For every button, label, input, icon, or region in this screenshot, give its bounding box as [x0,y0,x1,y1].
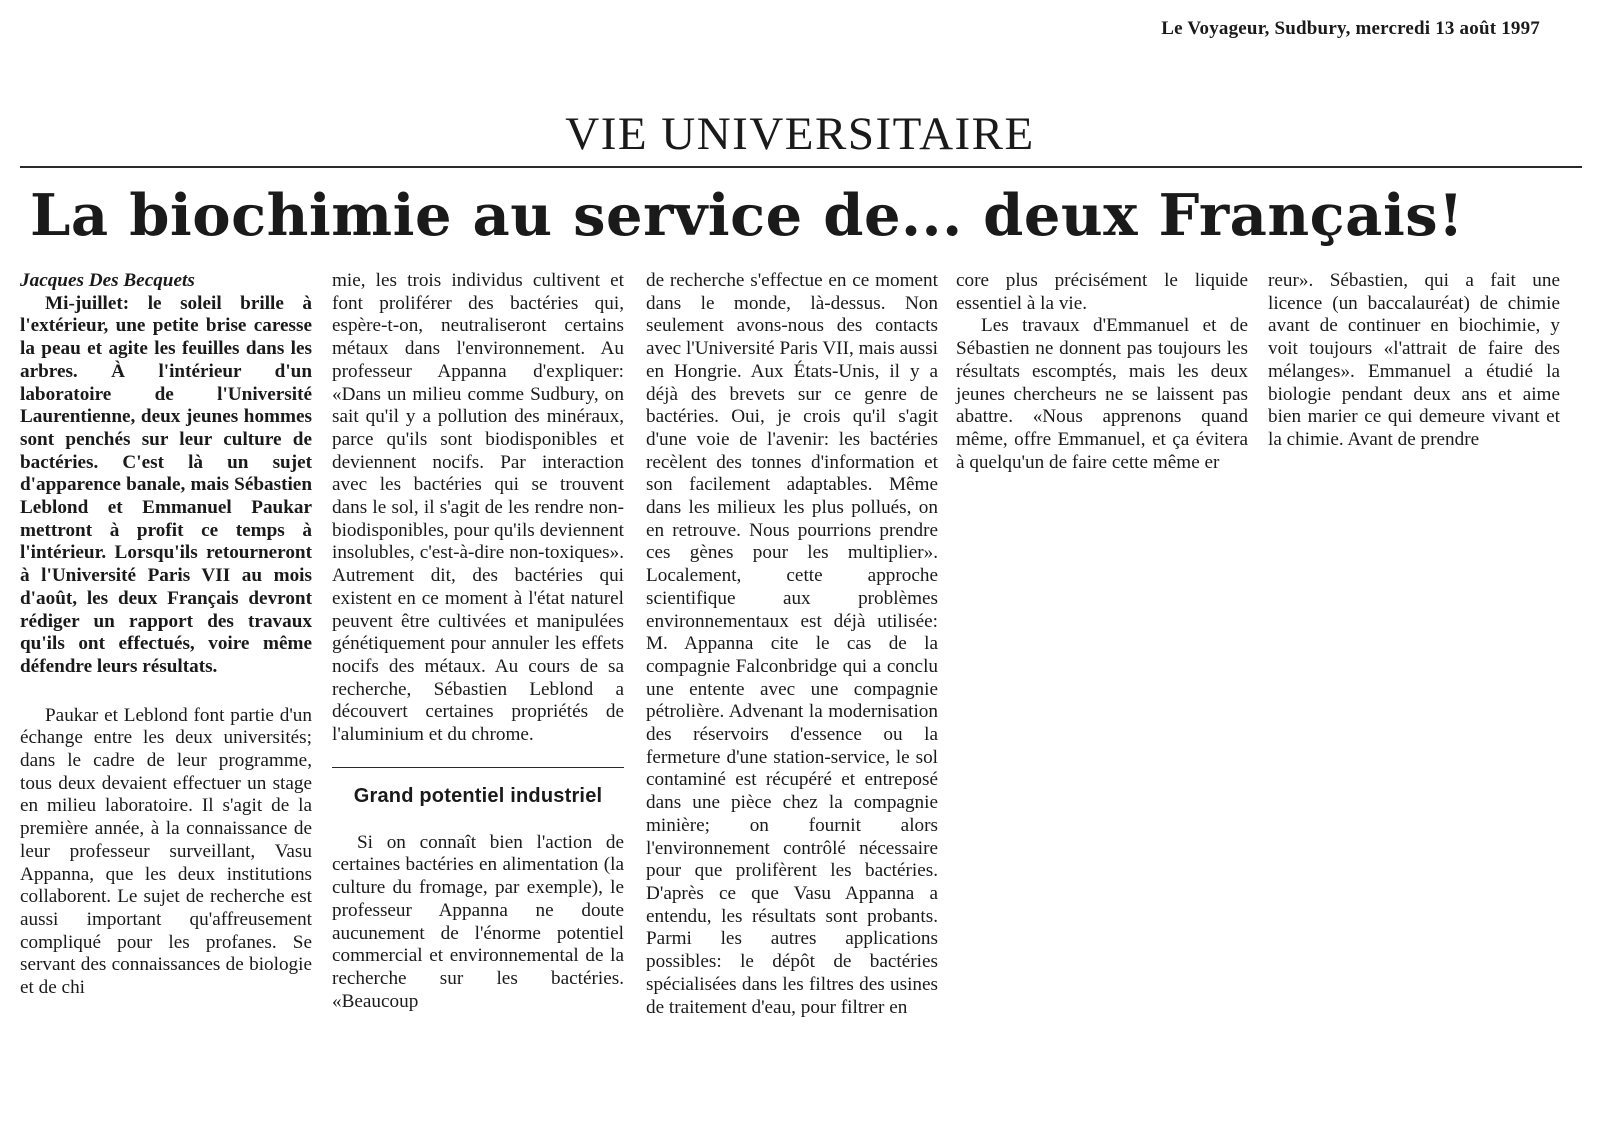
body-paragraph: Si on connaît bien l'action de certaines bactéries en alimentation (la culture du fromage, par exemple), le professeur Appanna ne doute aucunement de l'énorme potentiel commercial et environnemental de la recherche sur les bactéries. «Beaucoup [332,831,624,1012]
article-column-3 [646,270,938,1019]
masthead: Le Voyageur, Sudbury, mercredi 13 août 1997 [1161,18,1540,39]
body-paragraph: de recherche s'effectue en ce moment dans le monde, là-dessus. Non seulement avons-nous des contacts avec l'Université Paris VII, mais aussi en Hongrie. Aux États-Unis, il y a déjà des brevets sur ce genre de bactéries. Oui, je crois qu'il s'agit d'une voie de l'avenir: les bactéries recèlent des tonnes d'information et son facilement adaptables. Même dans les milieux les plus pollués, on en retrouve. Nous pourrions prendre ces gènes pour les multiplier». Localement, cette approche scientifique aux problèmes environnementaux est déjà utilisée: M. Appanna cite le cas de la compagnie Falconbridge qui a conclu une entente avec une compagnie pétrolière. Advenant la modernisation des réservoirs d'essence ou la fermeture d'une station-service, le sol contaminé est récupéré et entreposé dans une pièce chez la compagnie minière; on fournit alors l'environnement contrôlé nécessaire pour que prolifèrent les bactéries. D'après ce que Vasu Appanna a entendu, les résultats sont probants. Parmi les autres applications possibles: le dépôt de bactéries spécialisées dans les filtres des usines de traitement d'eau, pour filtrer en [646,270,938,1018]
article-column-5 [1268,270,1560,452]
body-paragraph: mie, les trois individus cultivent et font proliférer des bactéries qui, espère-t-on, neutraliseront certains métaux dans l'environnement. Au professeur Appanna d'expliquer: «Dans un milieu comme Sudbury, on sait qu'il y a pollution des minéraux, parce qu'ils sont biodisponibles et deviennent nocifs. Par interaction avec les bactéries qui se trouvent dans le sol, il s'agit de les rendre non-biodisponibles, pour qu'ils deviennent insolubles, c'est-à-dire non-toxiques». Autrement dit, des bactéries qui existent en ce moment à l'état naturel peuvent être cultivées et manipulées génétiquement pour annuler les effets nocifs des métaux. Au cours de sa recherche, Sébastien Leblond a découvert certaines propriétés de l'aluminium et du chrome. [332,270,624,746]
article-column-4 [956,270,1248,474]
article-column-1 [20,270,312,1000]
subhead-rule [332,767,624,768]
headline: La biochimie au service de... deux Français! [30,181,1464,249]
body-paragraph: Paukar et Leblond font partie d'un échange entre les deux universités; dans le cadre de leur programme, tous deux devaient effectuer un stage en milieu laboratoire. Il s'agit de la première année, à la connaissance de leur professeur surveillant, Vasu Appanna, que les deux institutions collaborent. Le sujet de recherche est aussi important qu'affreusement compliqué pour les profanes. Se servant des connaissances de biologie et de chi [20,704,312,999]
body-paragraph: Les travaux d'Emmanuel et de Sébastien ne donnent pas toujours les résultats escomptés, mais les deux jeunes chercheurs ne se laissent pas abattre. «Nous apprenons quand même, offre Emmanuel, et ça évitera à quelqu'un de faire cette même er [956,315,1248,473]
subhead: Grand potentiel industriel [353,784,603,807]
body-paragraph: reur». Sébastien, qui a fait une licence (un baccalauréat) de chimie avant de continuer en biochimie, y voit toujours «l'attrait de faire des mélanges». Emmanuel a étudié la biologie pendant deux ans et aime bien marier ce qui demeure vivant et la chimie. Avant de prendre [1268,270,1560,450]
body-paragraph: core plus précisément le liquide essentiel à la vie. [956,270,1248,314]
article-column-2 [332,270,624,1013]
section-rule [20,166,1582,168]
lede-paragraph: Mi-juillet: le soleil brille à l'extérieur, une petite brise caresse la peau et agite les feuilles dans les arbres. À l'intérieur d'un laboratoire de l'Université Laurentienne, deux jeunes hommes sont penchés sur leur culture de bactéries. C'est là un sujet d'apparence banale, mais Sébastien Leblond et Emmanuel Paukar mettront à profit ce temps à l'intérieur. Lorsqu'ils retourneront à l'Université Paris VII au mois d'août, les deux Français devront rédiger un rapport des travaux qu'ils ont effectués, voire même défendre leurs résultats. [20,292,312,677]
byline: Jacques Des Becquets [20,270,195,291]
section-title: VIE UNIVERSITAIRE [565,108,1035,160]
